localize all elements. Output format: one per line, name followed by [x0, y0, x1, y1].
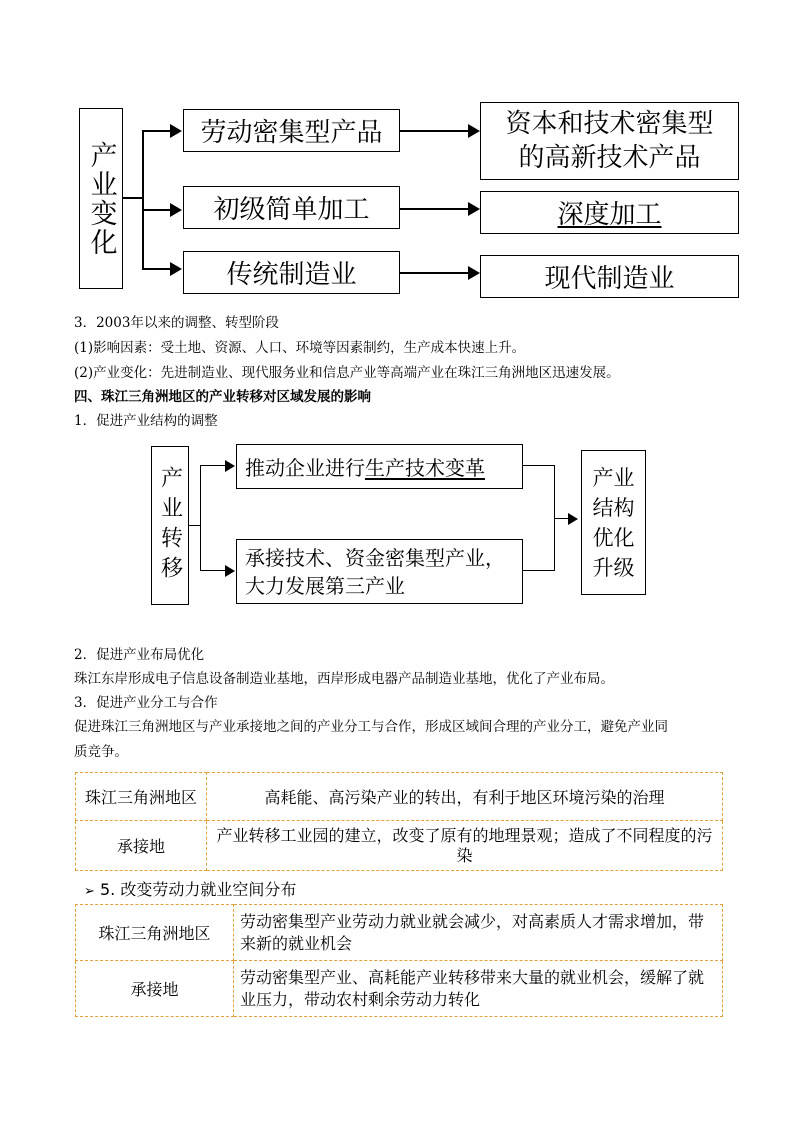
arrow-head-icon	[568, 513, 578, 525]
diagram1-right-box-2	[480, 191, 739, 234]
table-row	[76, 773, 723, 821]
item3-text-line2: 质竞争。	[74, 744, 128, 760]
section3-p1: (1)影响因素：受土地、资源、人口、环境等因素制约，生产成本快速上升。	[74, 340, 526, 356]
diagram1-right-text-3: 现代制造业	[544, 264, 675, 294]
item2-text: 珠江东岸形成电子信息设备制造业基地，西岸形成电器产品制造业基地，优化了产业布局。	[74, 671, 614, 687]
diagram1-left-text-1: 劳动密集型产品	[200, 118, 383, 148]
section3-heading: 3．2003年以来的调整、转型阶段	[74, 315, 279, 331]
arrow-head-icon	[468, 202, 480, 216]
item3-text-line1: 促进珠江三角洲地区与产业承接地之间的产业分工与合作，形成区域间合理的产业分工，避免产业同	[74, 719, 668, 735]
diagram1-right-box-3	[480, 255, 739, 298]
diagram2-source-text: 产业转移	[157, 465, 183, 586]
diagram2-top-underlined: 生产技术变革	[365, 456, 485, 480]
table-cell-region: 珠江三角洲地区	[76, 773, 207, 821]
diagram2-result-text: 产业结构优化升级	[592, 465, 635, 580]
table-cell-desc: 劳动密集型产业、高耗能产业转移带来大量的就业机会，缓解了就业压力，带动农村剩余劳动力转化	[234, 961, 723, 1017]
table-row	[76, 961, 723, 1017]
diagram1-right-text-2: 深度加工	[557, 200, 662, 230]
diagram2-bottom-line1: 承接技术、资金密集型产业，	[245, 545, 505, 570]
table-row	[76, 905, 723, 961]
pollution-table	[75, 772, 723, 871]
section3-p2: (2)产业变化：先进制造业、现代服务业和信息产业等高端产业在珠江三角洲地区迅速发展。	[74, 365, 620, 381]
diagram1-right-text-1a: 资本和技术密集型	[505, 109, 714, 139]
table-cell-desc: 产业转移工业园的建立，改变了原有的地理景观；造成了不同程度的污染	[207, 821, 723, 871]
diagram1-source-box	[79, 108, 123, 289]
diagram2-top-box	[236, 444, 523, 489]
table-cell-region: 承接地	[76, 821, 207, 871]
diagram1-right-text-1b: 的高新技术产品	[518, 143, 701, 173]
diagram1-source-text: 产业变化	[85, 140, 117, 257]
diagram1-right-box-1	[480, 102, 739, 180]
item1-title: 1．促进产业结构的调整	[74, 413, 218, 429]
table-cell-desc: 劳动密集型产业劳动力就业就会减少，对高素质人才需求增加，带来新的就业机会	[234, 905, 723, 961]
diagram2-top-prefix: 推动企业进行	[245, 456, 365, 480]
diagram1-left-box-3	[183, 251, 400, 294]
diagram2-bottom-box	[236, 539, 523, 604]
employment-table	[75, 904, 723, 1017]
item2-title: 2．促进产业布局优化	[74, 647, 205, 663]
section4-title: 四、珠江三角洲地区的产业转移对区域发展的影响	[74, 389, 371, 405]
diagram1-left-text-2: 初级简单加工	[213, 195, 370, 225]
item3-title: 3．促进产业分工与合作	[74, 695, 218, 711]
arrow-head-icon	[225, 565, 235, 577]
item5-title-text: 5. 改变劳动力就业空间分布	[100, 880, 297, 899]
table-cell-desc: 高耗能、高污染产业的转出，有利于地区环境污染的治理	[207, 773, 723, 821]
arrow-head-icon	[170, 262, 182, 276]
table-cell-region: 珠江三角洲地区	[76, 905, 234, 961]
arrow-head-icon	[468, 124, 480, 138]
arrow-head-icon	[468, 266, 480, 280]
diagram2-source-box	[151, 446, 189, 605]
diagram1-left-box-2	[183, 186, 400, 229]
item5-title	[84, 877, 296, 900]
diagram1-left-text-3: 传统制造业	[226, 260, 357, 290]
diagram2-bottom-line2: 大力发展第三产业	[245, 573, 405, 598]
table-cell-region: 承接地	[76, 961, 234, 1017]
arrow-head-icon	[170, 124, 182, 138]
table-row	[76, 821, 723, 871]
diagram2-result-box	[581, 450, 646, 595]
arrow-bullet-icon: ➢	[84, 884, 95, 899]
diagram1-left-box-1	[183, 109, 400, 152]
arrow-head-icon	[225, 460, 235, 472]
arrow-head-icon	[170, 203, 182, 217]
